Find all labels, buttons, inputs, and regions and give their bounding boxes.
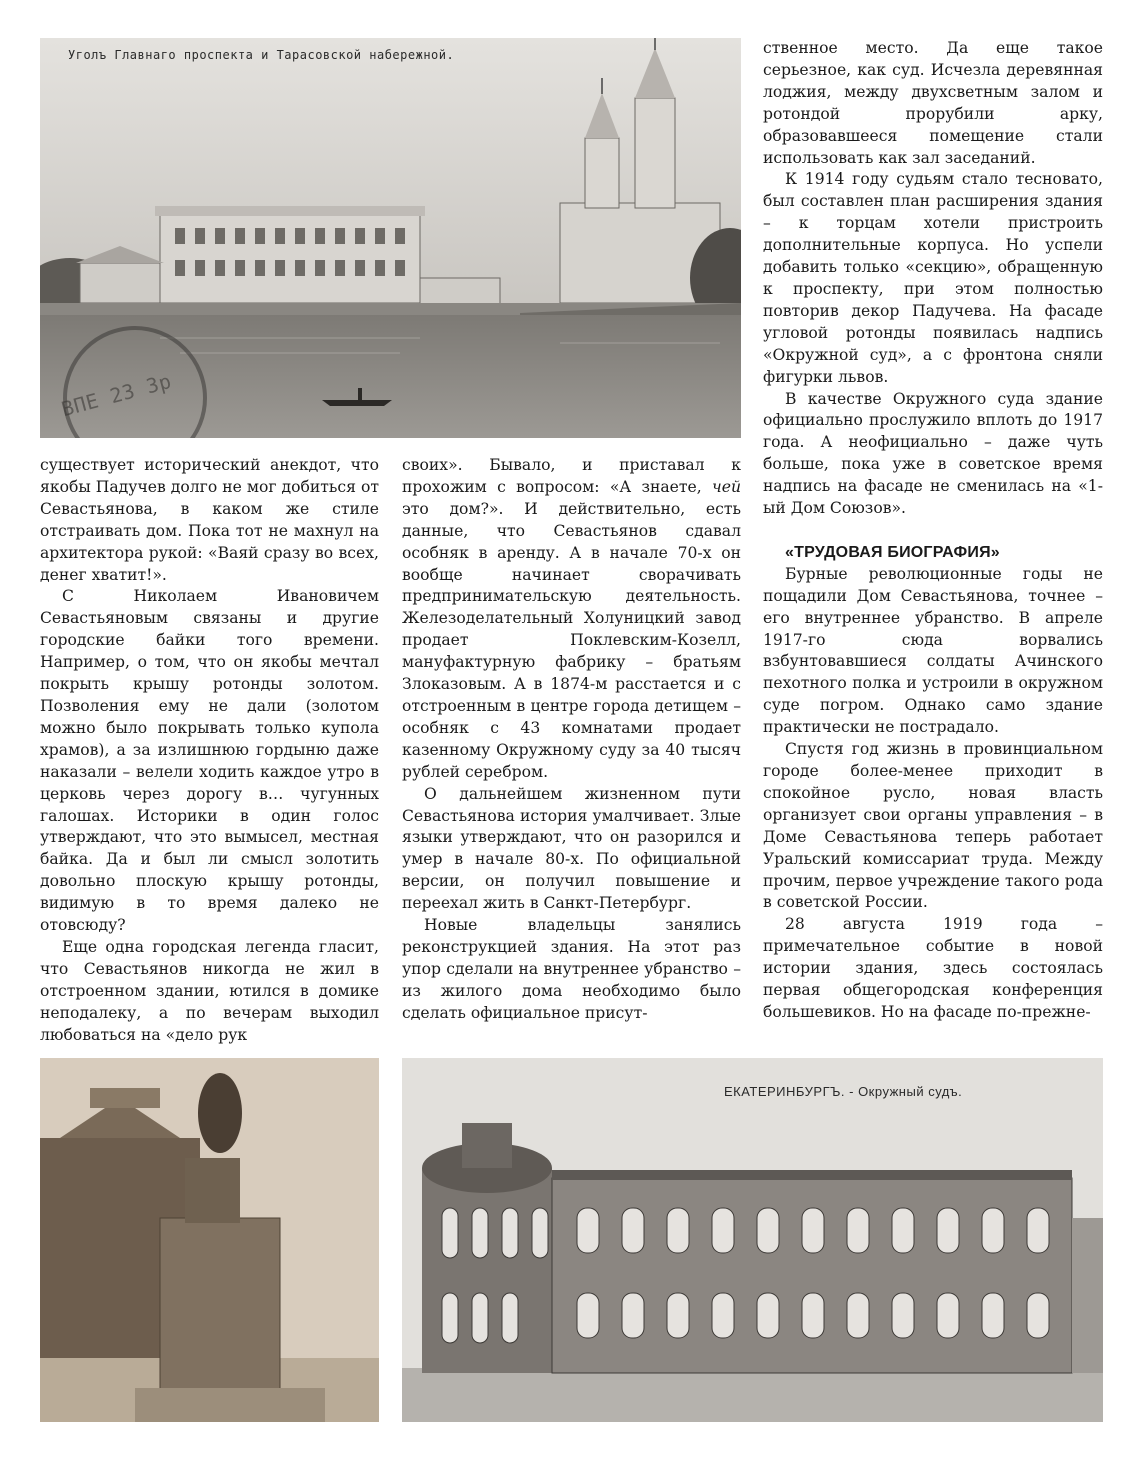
paragraph: Новые владельцы занялись реконструкцией здания. На этот раз упор сделали на внутреннее убранство – из жилого дома необходимо было сделать официальное присут- xyxy=(402,916,741,1022)
paragraph: Спустя год жизнь в провинциальном городе более-менее приходит в спокойное русло, новая власть организует свои органы управления – в Доме Севастьянова теперь работает Уральский комиссариат труда. Между прочим, первое учреждение такого рода в советской России. xyxy=(763,740,1103,912)
section-heading: «ТРУДОВАЯ БИОГРАФИЯ» xyxy=(785,543,1000,561)
photo-monument xyxy=(40,1058,379,1422)
paragraph: В качестве Окружного суда здание официально прослужило вплоть до 1917 года. А неофициально – даже чуть больше, пока уже в советское время надпись на фасаде не сменилась на «1-ый Дом Союзов». xyxy=(763,389,1103,518)
paragraph: Бурные революционные годы не пощадили Дом Севастьянова, точнее – его внутреннее убранство. В апреле 1917-го сюда ворвались взбунтовавшиеся солдаты Ачинского пехотного полка и устроили в окружном суде погром. Однако само здание практически не пострадало. xyxy=(763,564,1103,737)
photo-caption: ЕКАТЕРИНБУРГЪ. - Окружный судъ. xyxy=(724,1084,963,1099)
court-building-illustration xyxy=(402,1058,1103,1422)
photo-embankment xyxy=(40,38,741,438)
photo-district-court xyxy=(402,1058,1103,1422)
paragraph: ственное место. Да еще такое серьезное, как суд. Исчезла деревянная лоджия, между двухсветным залом и ротондой прорубили арку, образовавшееся помещение стали использовать как зал заседаний. xyxy=(763,39,1103,167)
paragraph: К 1914 году судьям стало тесновато, был составлен план расширения здания – к торцам хотели пристроить дополнительные корпуса. Но успели добавить только «секцию», обращенную к проспекту, при этом полностью повторив декор Падучева. На фасаде угловой ротонды появилась надпись «Окружной суд», а с фронтона сняли фигурки львов. xyxy=(763,170,1103,386)
paragraph: О дальнейшем жизненном пути Севастьянова история умалчивает. Злые языки утверждают, что он разорился и умер в начале 80-х. По официальной версии, он получил повышение и переехал жить в Санкт-Петербург. xyxy=(402,784,741,913)
paragraph: своих». Бывало, и приставал к прохожим с вопросом: «А знаете, чей это дом?». И действительно, есть данные, что Севастьянов сдавал особняк в аренду. А в начале 70-х он вообще начинает сворачивать предпринимательскую деятельность. Железоделательный Холуницкий завод продает Поклевским-Козелл, мануфактурную фабрику – братьям Злоказовым. А в 1874-м расстается и с отстроенным в центре города детищем – особняк с 43 комнатами продает казенному Окружному суду за 40 тысяч рублей серебром. xyxy=(402,456,741,781)
photo-caption: Уголъ Главнаго проспекта и Тарасовской набережной. xyxy=(68,48,455,62)
paragraph: С Николаем Ивановичем Севастьяновым связаны и другие городские байки того времени. Например, о том, что он якобы мечтал покрыть крышу ротонды золотом. Позволения ему не дали (золотом можно было покрывать только купола храмов), а за излишнюю гордыню даже наказали – велели ходить каждое утро в церковь через дорогу в… чугунных галошах. Историки в один голос утверждают, что это вымысел, местная байка. Да и был ли смысл золотить довольно плоскую крышу ротонды, видимую в то время далеко не отовсюду? xyxy=(40,587,379,935)
monument-illustration xyxy=(40,1058,379,1422)
article-column-left xyxy=(40,455,379,1046)
paragraph: Еще одна городская легенда гласит, что Севастьянов никогда не жил в отстроенном здании, ютился в домике неподалеку, а по вечерам выходил любоваться на «дело рук xyxy=(40,937,379,1044)
paragraph: 28 августа 1919 года – примечательное событие в новой истории здания, здесь состоялась первая общегородская конференция большевиков. Но на фасаде по-прежне- xyxy=(763,915,1103,1021)
article-column-middle xyxy=(402,455,741,1025)
postmark-stamp: ВПЕ 23 3р xyxy=(58,368,175,422)
article-column-right xyxy=(763,38,1103,1024)
paragraph: существует исторический анекдот, что якобы Падучев долго не мог добиться от Севастьянова, в каком же стиле отстраивать дом. Пока тот не махнул на архитектора рукой: «Ваяй сразу во всех, денег хватит!». xyxy=(40,456,379,584)
